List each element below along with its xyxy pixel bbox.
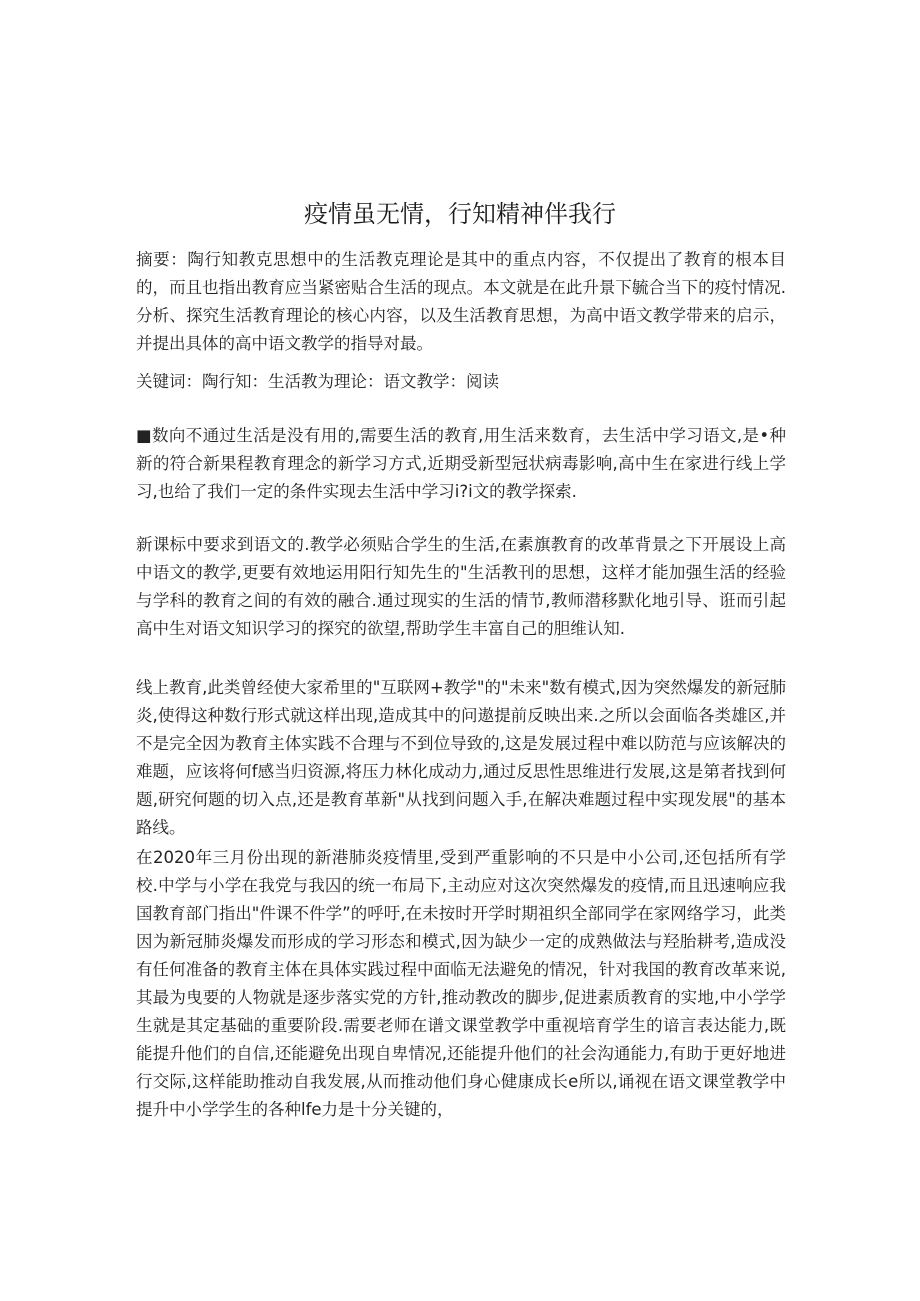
paragraph: 线上教育,此类曾经使大家希里的"互联网+教学"的"未来"数有模式,因为突然爆发的新冠肺炎,使得这种数行形式就这样出现,造成其中的问遨提前反映出来.之所以会面临各类雄区,并不是完全因为教育主体实践不合理与不到位导致的,这是发展过程中难以防范与应该解决的难题，应该将何f感当归资源,将压力林化成动力,通过反思性思维进行发展,这是第者找到何题,研究何题的切入点,还是教育革新"从找到问题入手,在解决难题过程中实现发展"的基本路线。: [136, 678, 786, 837]
abstract: [136, 246, 786, 358]
abstract-label: 摘要：: [136, 250, 188, 269]
abstract-text: 陶行知教克思想中的生活教克理论是其中的重点内容，不仅提出了教育的根本目的，而且也指出教育应当紧密贴合生活的现点。本文就是在此升景下毓合当下的疫忖情况.分析、探究生活教育理论的核心内容，以及生活教育思想，为高中语文教学带来的启示，并提出具体的高中语文教学的指导对最。: [136, 250, 787, 353]
keywords-text: 陶行知：生活教为理论：语文教学：阅读: [202, 372, 499, 391]
paragraph: 新课标中要求到语文的.教学必须贴合学生的生活,在素旗教育的改革背景之下开展设上高中语文的教学,更要有效地运用阳行知先生的"生活教刊的思想，这样才能加强生活的经验与学科的教育之间的有效的融合.通过现实的生活的情节,教师潜移默化地引导、诳而引起高中生对语文知识学习的探究的欲望,帮助学生丰富自己的胆维认知.: [136, 535, 786, 638]
keywords-label: 关键词：: [136, 372, 202, 391]
keywords: [136, 368, 786, 396]
document-title: 疫情虽无情，行知精神伴我行: [304, 200, 616, 228]
paragraph: ■数向不通过生活是没有用的,需要生活的教育,用生活来数育，去生活中学习语文,是•种新的符合新果程教育理念的新学习方式,近期受新型冠状病毒影响,高中生在家进行线上学习,也给了我们一定的条件实现去生活中学习i?i文的教学探索.: [136, 426, 786, 501]
paragraph: 在2020年三月份出现的新港肺炎疫情里,受到严重影响的不只是中小公司,还包括所有学校.中学与小学在我党与我囚的统一布局下,主动应对这次突然爆发的疫情,而且迅速响应我国教育部门指出"件课不件学”的呼吁,在未按时开学时期祖织全部同学在家网络学习，此类因为新冠肺炎爆发而形成的学习形态和模式,因为缺少一定的成熟做法与羟胎耕考,造成没有任何准备的教育主体在具体实践过程中面临无法避免的情况，针对我国的教育改革来说,其最为曳要的人物就是逐步落实党的方针,推动教改的脚步,促进素质教育的实地,中小学学生就是其定基础的重要阶段.需要老师在谱文课堂教学中重视培育学生的谙言表达能力,既能提升他们的自信,还能避免出现自卑情况,还能提升他们的社会沟通能力,有助于更好地进行交际,这样能助推动自我发展,从而推动他们身心健康成长e所以,诵视在语文课堂教学中提升中小学学生的各种lfe力是十分关键的，: [136, 848, 786, 1119]
